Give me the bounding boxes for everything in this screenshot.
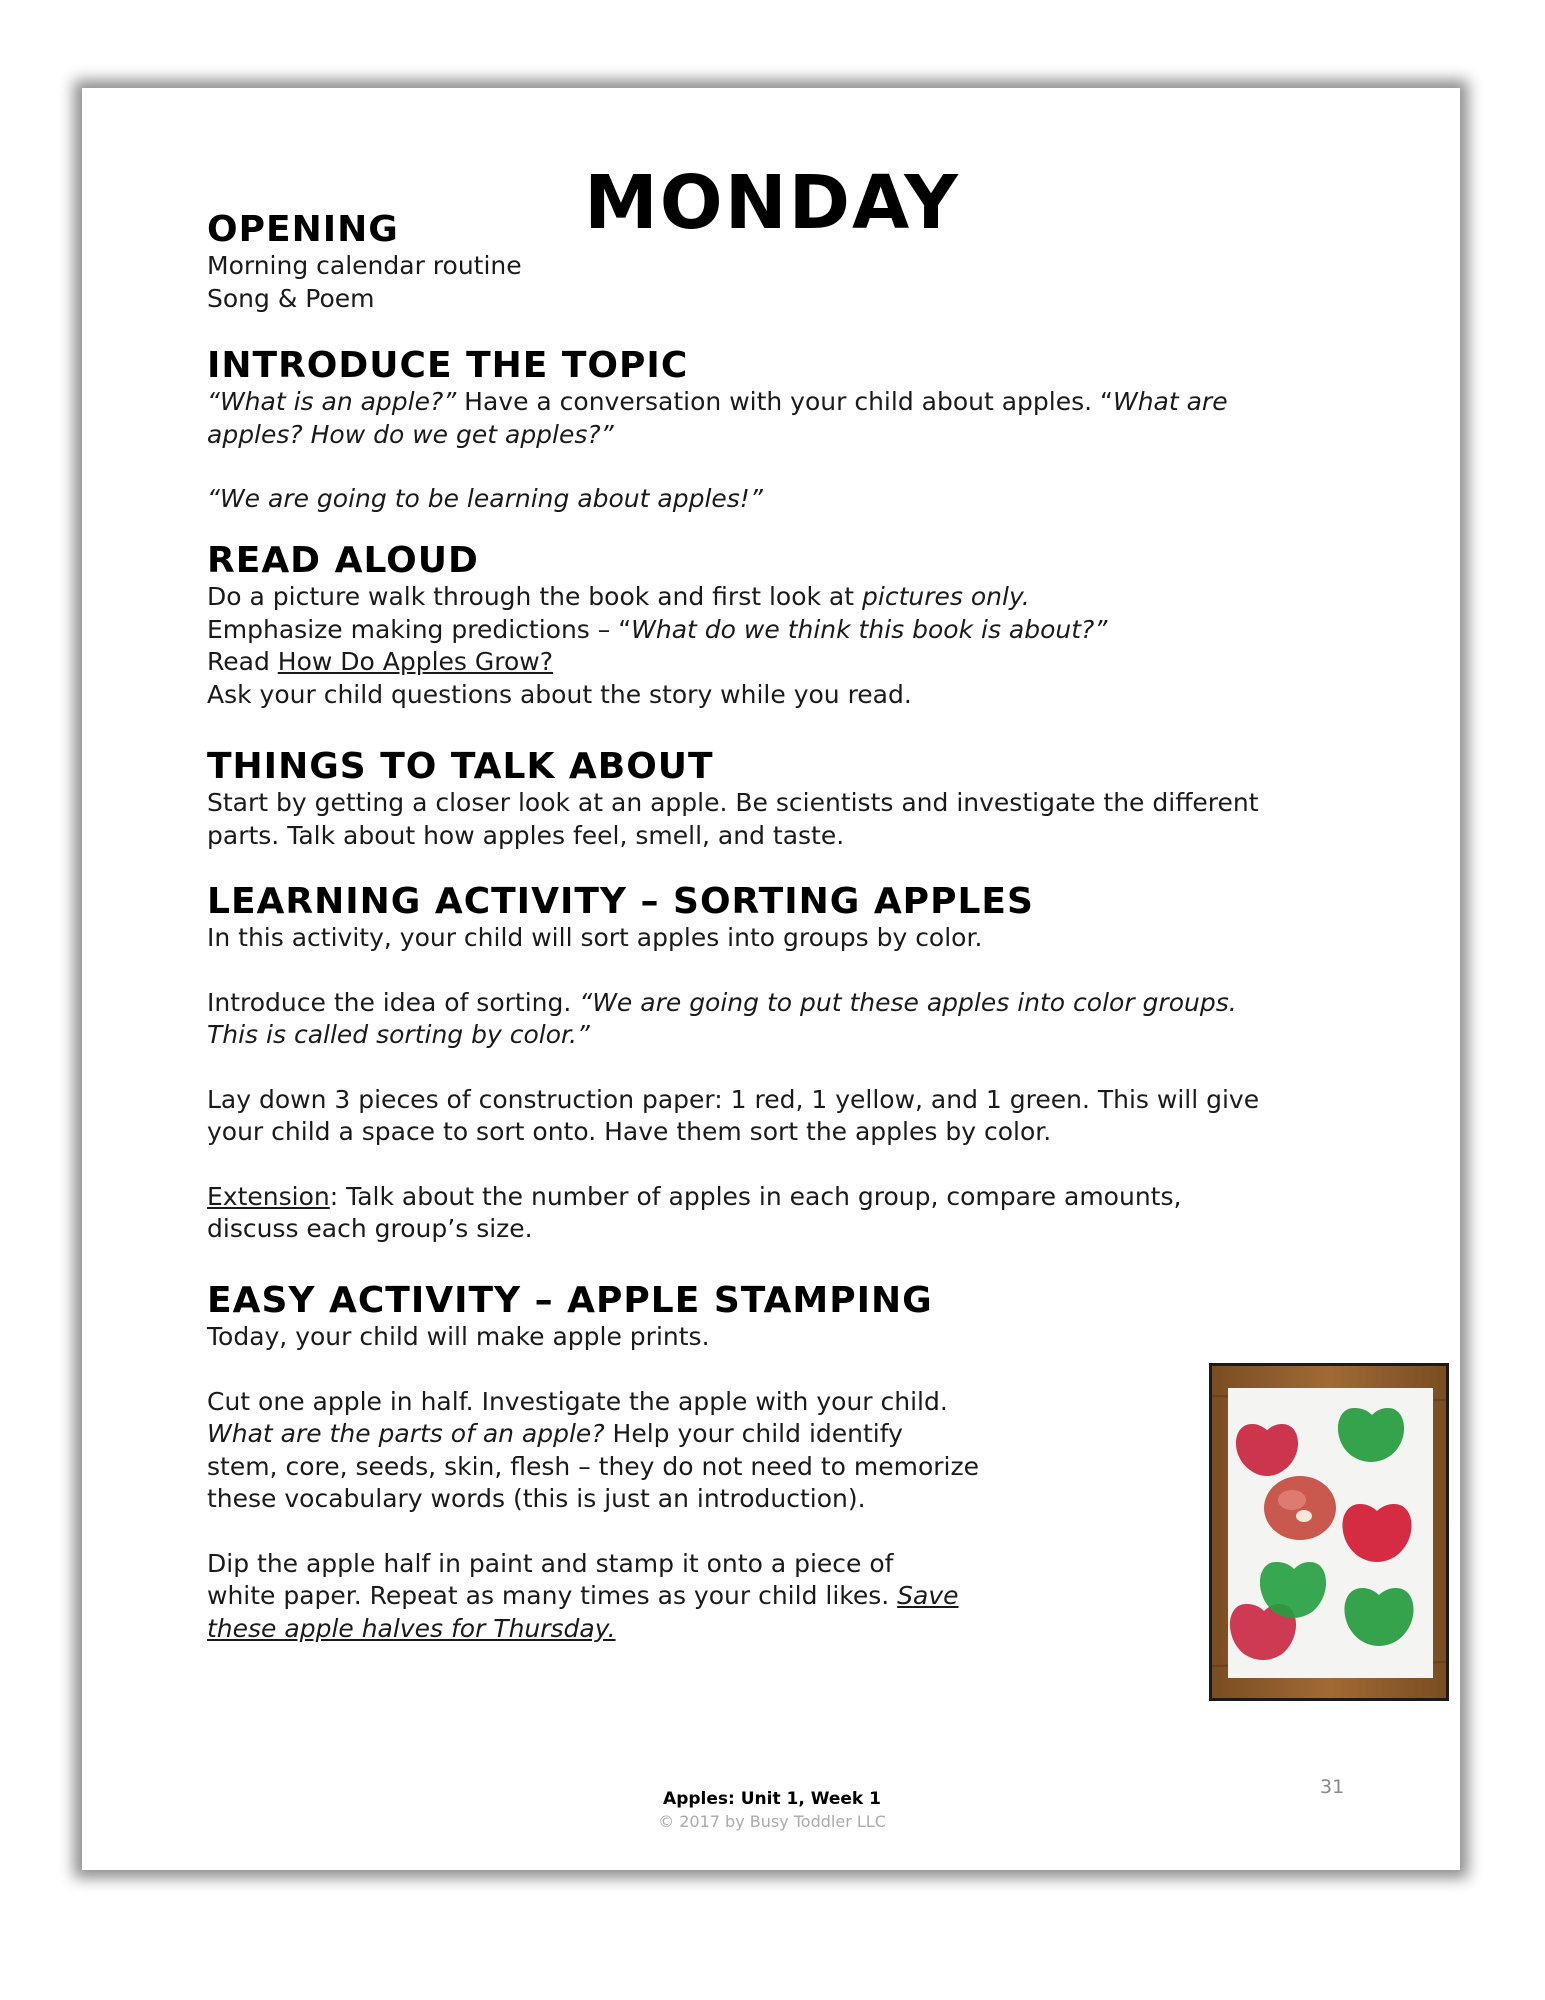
opening-line: Song & Poem [207,283,375,313]
talk-section [207,747,1337,852]
learning-line [207,1019,1337,1052]
read-aloud-line [207,581,1337,614]
talk-line: parts. Talk about how apples feel, smell, and taste. [207,820,845,850]
learning-quote: This is called sorting by color.” [207,1020,590,1049]
introduce-question: “What is an apple?” [207,387,457,416]
easy-text: white paper. Repeat as many times as your child likes. [207,1581,898,1610]
read-aloud-line [207,646,1337,679]
talk-heading: THINGS TO TALK ABOUT [207,746,714,787]
learning-line: Lay down 3 pieces of construction paper: 1 red, 1 yellow, and 1 green. This will give [207,1084,1260,1114]
easy-line [207,1580,1337,1613]
easy-line: Today, your child will make apple prints. [207,1322,710,1351]
read-aloud-text: Emphasize making predictions – “ [207,614,632,644]
introduce-line [207,483,1337,516]
footer-unit: Apples: Unit 1, Week 1 [663,1789,881,1809]
footer-copyright: © 2017 by Busy Toddler LLC [658,1812,886,1831]
opening-line: Morning calendar routine [207,251,522,280]
book-title-link[interactable]: How Do Apples Grow? [277,647,553,676]
easy-section [207,1281,1337,1645]
read-aloud-emphasis: What do we think this book is about?” [631,614,1108,644]
learning-line: discuss each group’s size. [207,1214,533,1243]
learning-section [207,882,1337,1246]
introduce-quote: “We are going to be learning about apples!” [207,484,763,513]
learning-text: Introduce the idea of sorting. [207,987,580,1017]
introduce-text: Have a conversation with your child about apples. “ [456,387,1113,416]
learning-quote: “We are going to put these apples into color groups. [579,987,1237,1017]
learning-line [207,987,1337,1020]
learning-line [207,1181,1337,1214]
page-number: 31 [1320,1776,1345,1798]
easy-line: Dip the apple half in paint and stamp it onto a piece of [207,1548,894,1578]
easy-line: stem, core, seeds, skin, flesh – they do not need to memorize [207,1451,979,1481]
learning-text: : Talk about the number of apples in each group, compare amounts, [329,1181,1182,1211]
read-aloud-emphasis: pictures only. [862,582,1030,611]
learning-line: your child a space to sort onto. Have them sort the apples by color. [207,1117,1052,1146]
read-aloud-text: Read [207,647,278,676]
introduce-question: What are [1112,387,1228,416]
introduce-section [207,346,1337,516]
read-aloud-line: Ask your child questions about the story while you read. [207,679,912,709]
introduce-line [207,386,1337,419]
introduce-heading: INTRODUCE THE TOPIC [207,345,689,386]
read-aloud-line [207,614,1337,647]
read-aloud-heading: READ ALOUD [207,540,479,581]
talk-line: Start by getting a closer look at an apple. Be scientists and investigate the different [207,788,1259,817]
easy-line [207,1613,1337,1646]
apple-half [1264,1476,1336,1540]
introduce-line [207,419,1337,452]
easy-line: Cut one apple in half. Investigate the apple with your child. [207,1386,948,1416]
easy-heading: EASY ACTIVITY – APPLE STAMPING [207,1280,933,1321]
introduce-question: apples? How do we get apples?” [207,419,614,449]
easy-question: What are the parts of an apple? [207,1419,605,1448]
read-aloud-text: Do a picture walk through the book and first look at [207,582,863,611]
extension-label: Extension [207,1181,330,1211]
apple-prints-illustration [1212,1366,1446,1698]
easy-text: Help your child identify [604,1419,903,1448]
read-aloud-section [207,541,1337,711]
easy-line: these vocabulary words (this is just an introduction). [207,1484,866,1513]
easy-note: Save [897,1581,959,1610]
easy-line [207,1418,1337,1451]
opening-heading: OPENING [207,209,399,250]
apple-stamping-photo [1209,1363,1449,1701]
document-page [82,88,1460,1870]
learning-line: In this activity, your child will sort apples into groups by color. [207,923,983,952]
page-title: MONDAY [584,160,960,246]
learning-heading: LEARNING ACTIVITY – SORTING APPLES [207,881,1034,922]
easy-note: these apple halves for Thursday. [207,1613,616,1643]
opening-section [207,210,1337,315]
